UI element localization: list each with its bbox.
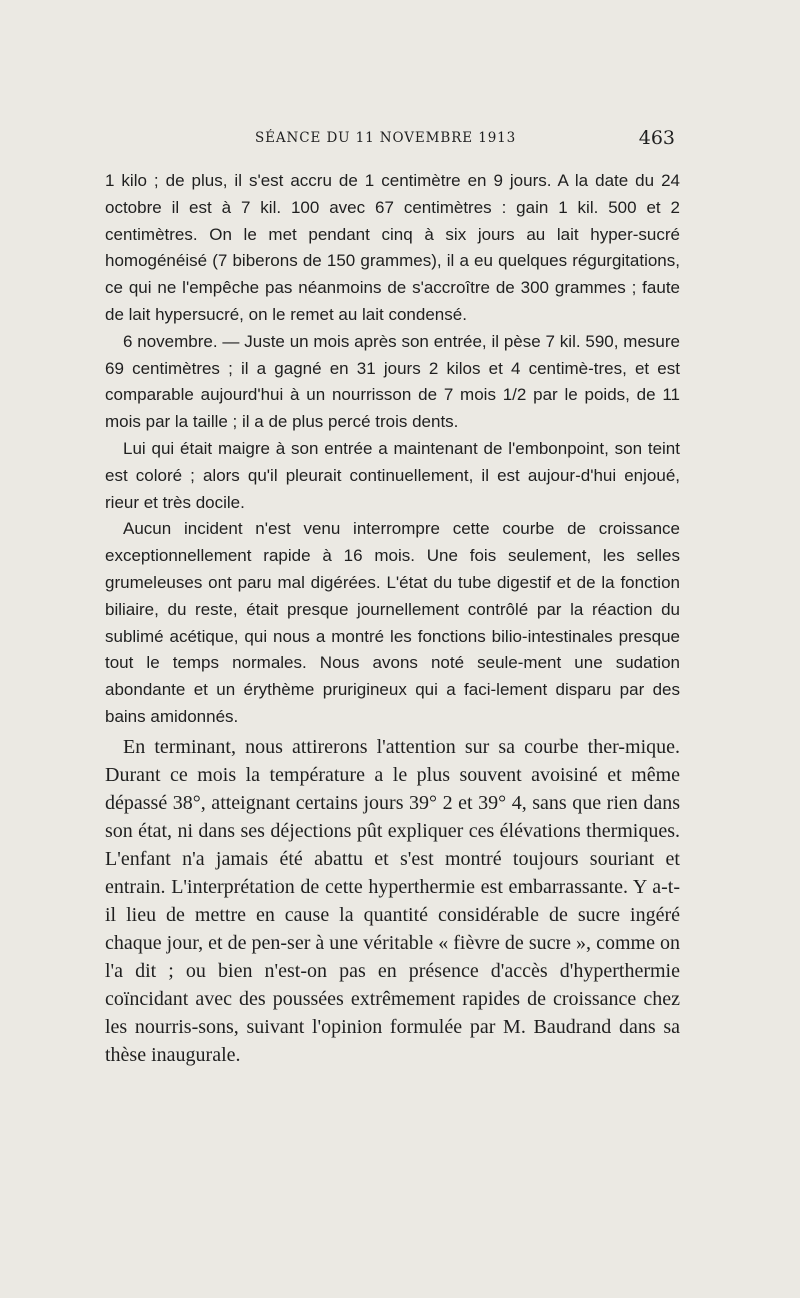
page-header: [105, 127, 675, 154]
paragraph-thermal-curve: En terminant, nous attirerons l'attention sur sa courbe ther-mique. Durant ce mois la température a le plus souvent avoisiné et même dépassé 38°, atteignant certains jours 39° 2 et 39° 4, sans que rien dans son état, ni dans ses déjections pût expliquer ces élévations thermiques. L'enfant n'a jamais été abattu et s'est montré toujours souriant et entrain. L'interprétation de cette hyperthermie est embarrassante. Y a-t-il lieu de mettre en cause la quantité considérable de sucre ingéré chaque jour, et de pen-ser à une véritable « fièvre de sucre », comme on l'a dit ; ou bien n'est-on pas en présence d'accès d'hyperthermie coïncidant avec des poussées extrêmement rapides de croissance chez les nourris-sons, suivant l'opinion formulée par M. Baudrand dans sa thèse inaugurale.: [105, 736, 680, 1066]
main-text-conclusion: [105, 733, 680, 1069]
running-title: SÉANCE DU 11 NOVEMBRE 1913: [255, 130, 517, 146]
paragraph-no-incident: Aucun incident n'est venu interrompre cette courbe de croissance exceptionnellement rapide à 16 mois. Une fois seulement, les selles grumeleuses ont paru mal digérées. L'état du tube digestif et de la fonction biliaire, du reste, était presque journellement contrôlé par la réaction du sublimé acétique, qui nous a montré les fonctions bilio-intestinales presque tout le temps normales. Nous avons noté seule-ment une sudation abondante et un érythème prurigineux qui a faci-lement disparu par des bains amidonnés.: [105, 519, 680, 726]
paragraph-weight-gain: 1 kilo ; de plus, il s'est accru de 1 centimètre en 9 jours. A la date du 24 octobre il est à 7 kil. 100 avec 67 centimètres : gain 1 kil. 500 et 2 centimètres. On le met pendant cinq à six jours au lait hyper-sucré homogénéisé (7 biberons de 150 grammes), il a eu quelques régurgitations, ce qui ne l'empêche pas néanmoins de s'accroître de 300 grammes ; faute de lait hypersucré, on le remet au lait condensé.: [105, 171, 680, 324]
small-type-case-report: [105, 168, 680, 731]
paragraph-november-6: 6 novembre. — Juste un mois après son entrée, il pèse 7 kil. 590, mesure 69 centimètres ; il a gagné en 31 jours 2 kilos et 4 centimè-tres, et est comparable aujourd'hui à un nourrisson de 7 mois 1/2 par le poids, de 11 mois par la taille ; il a de plus percé trois dents.: [105, 331, 680, 432]
paragraph-child-appearance: Lui qui était maigre à son entrée a maintenant de l'embonpoint, son teint est coloré ; alors qu'il pleurait continuellement, il est aujour-d'hui enjoué, rieur et très docile.: [105, 438, 680, 512]
page-number: 463: [638, 127, 675, 149]
